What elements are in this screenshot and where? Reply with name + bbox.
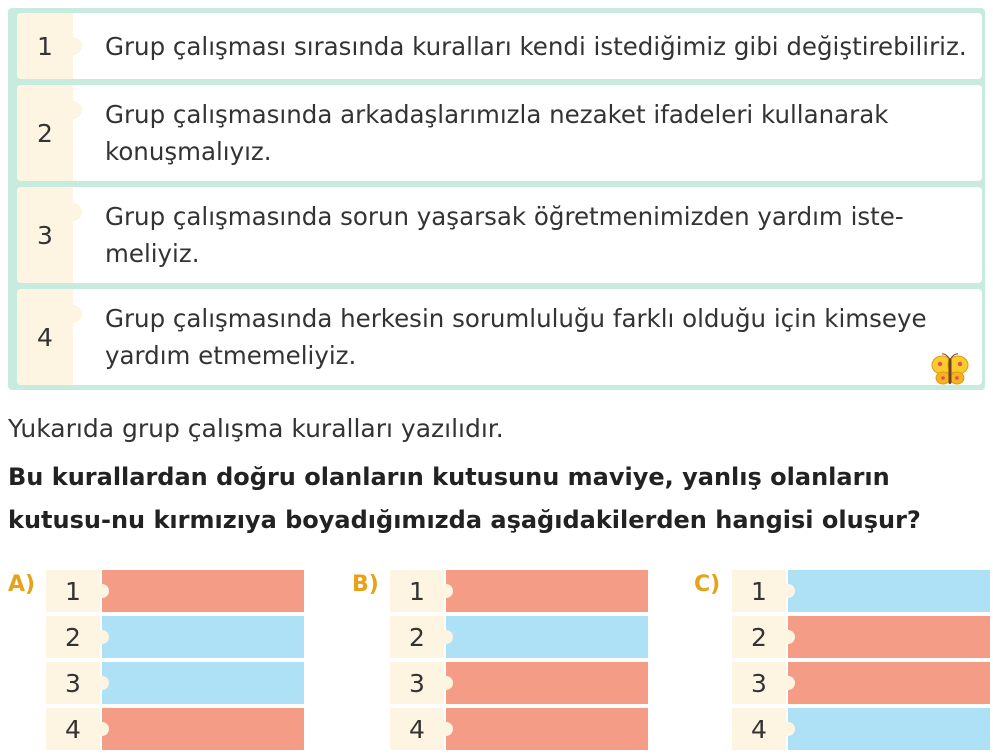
rule-number: 4 [37, 322, 53, 352]
rule-text: Grup çalışmasında sorun yaşarsak öğretmenimizden yardım iste-meliyiz. [105, 202, 904, 268]
option-row-number: 3 [390, 662, 444, 704]
option-row-number: 3 [732, 662, 786, 704]
puzzle-knob [439, 630, 453, 644]
question-text: Bu kurallardan doğru olanların kutusunu maviye, yanlış olanların kutusu-nu kırmızıya boyadığımızda aşağıdakilerden hangisi oluşur? [8, 463, 921, 534]
option-row [390, 662, 648, 704]
color-bar [102, 708, 304, 750]
rule-row-3 [17, 187, 982, 283]
option-row-number: 2 [732, 616, 786, 658]
rule-text: Grup çalışmasında herkesin sorumluluğu farklı olduğu için kimseye yardım etmemeliyiz. [105, 304, 927, 370]
rule-row-1 [17, 13, 982, 79]
color-bar [446, 708, 648, 750]
puzzle-knob [439, 676, 453, 690]
option-row-number: 2 [390, 616, 444, 658]
rules-panel [8, 8, 985, 390]
option-row [732, 708, 990, 750]
option-row-number: 1 [390, 570, 444, 612]
rule-number: 1 [37, 31, 53, 61]
color-bar [446, 616, 648, 658]
puzzle-knob [781, 722, 795, 736]
option-a[interactable] [8, 570, 308, 755]
option-row-number: 1 [732, 570, 786, 612]
option-row-number: 1 [46, 570, 100, 612]
option-letter: C) [694, 572, 721, 597]
option-row [732, 616, 990, 658]
option-c[interactable] [694, 570, 993, 755]
color-bar [102, 662, 304, 704]
color-bar [446, 570, 648, 612]
rule-text: Grup çalışması sırasında kuralları kendi istediğimiz gibi değiştirebiliriz. [105, 31, 967, 61]
option-row-number: 2 [46, 616, 100, 658]
option-row [732, 570, 990, 612]
rule-text: Grup çalışmasında arkadaşlarımızla nezaket ifadeleri kullanarak konuşmalıyız. [105, 100, 889, 166]
option-row-number: 4 [732, 708, 786, 750]
option-row [46, 708, 304, 750]
option-row-number: 3 [46, 662, 100, 704]
option-letter: A) [8, 572, 36, 597]
puzzle-knob [95, 722, 109, 736]
option-row [46, 570, 304, 612]
color-bar [788, 662, 990, 704]
color-bar [446, 662, 648, 704]
rule-number-cell [17, 85, 73, 181]
rule-number: 3 [37, 220, 53, 250]
puzzle-knob [439, 722, 453, 736]
option-row [46, 662, 304, 704]
option-row [732, 662, 990, 704]
color-bar [102, 616, 304, 658]
butterfly-icon [930, 352, 970, 388]
puzzle-knob [64, 37, 82, 55]
puzzle-knob [781, 630, 795, 644]
rule-number: 2 [37, 118, 53, 148]
puzzle-knob [64, 101, 82, 119]
option-row [390, 570, 648, 612]
rule-number-cell [17, 187, 73, 283]
puzzle-knob [95, 584, 109, 598]
rule-number-cell [17, 289, 73, 385]
option-row-number: 4 [46, 708, 100, 750]
rule-number-cell [17, 13, 73, 79]
puzzle-knob [439, 584, 453, 598]
option-letter: B) [352, 572, 379, 597]
puzzle-knob [781, 584, 795, 598]
option-row [390, 616, 648, 658]
option-b[interactable] [352, 570, 652, 755]
puzzle-knob [95, 630, 109, 644]
color-bar [788, 570, 990, 612]
rule-row-2 [17, 85, 982, 181]
option-row-number: 4 [390, 708, 444, 750]
color-bar [102, 570, 304, 612]
puzzle-knob [64, 203, 82, 221]
color-bar [788, 616, 990, 658]
rule-row-4 [17, 289, 982, 385]
puzzle-knob [95, 676, 109, 690]
color-bar [788, 708, 990, 750]
option-row [46, 616, 304, 658]
intro-text: Yukarıda grup çalışma kuralları yazılıdır. [8, 414, 504, 443]
puzzle-knob [64, 305, 82, 323]
puzzle-knob [781, 676, 795, 690]
option-row [390, 708, 648, 750]
